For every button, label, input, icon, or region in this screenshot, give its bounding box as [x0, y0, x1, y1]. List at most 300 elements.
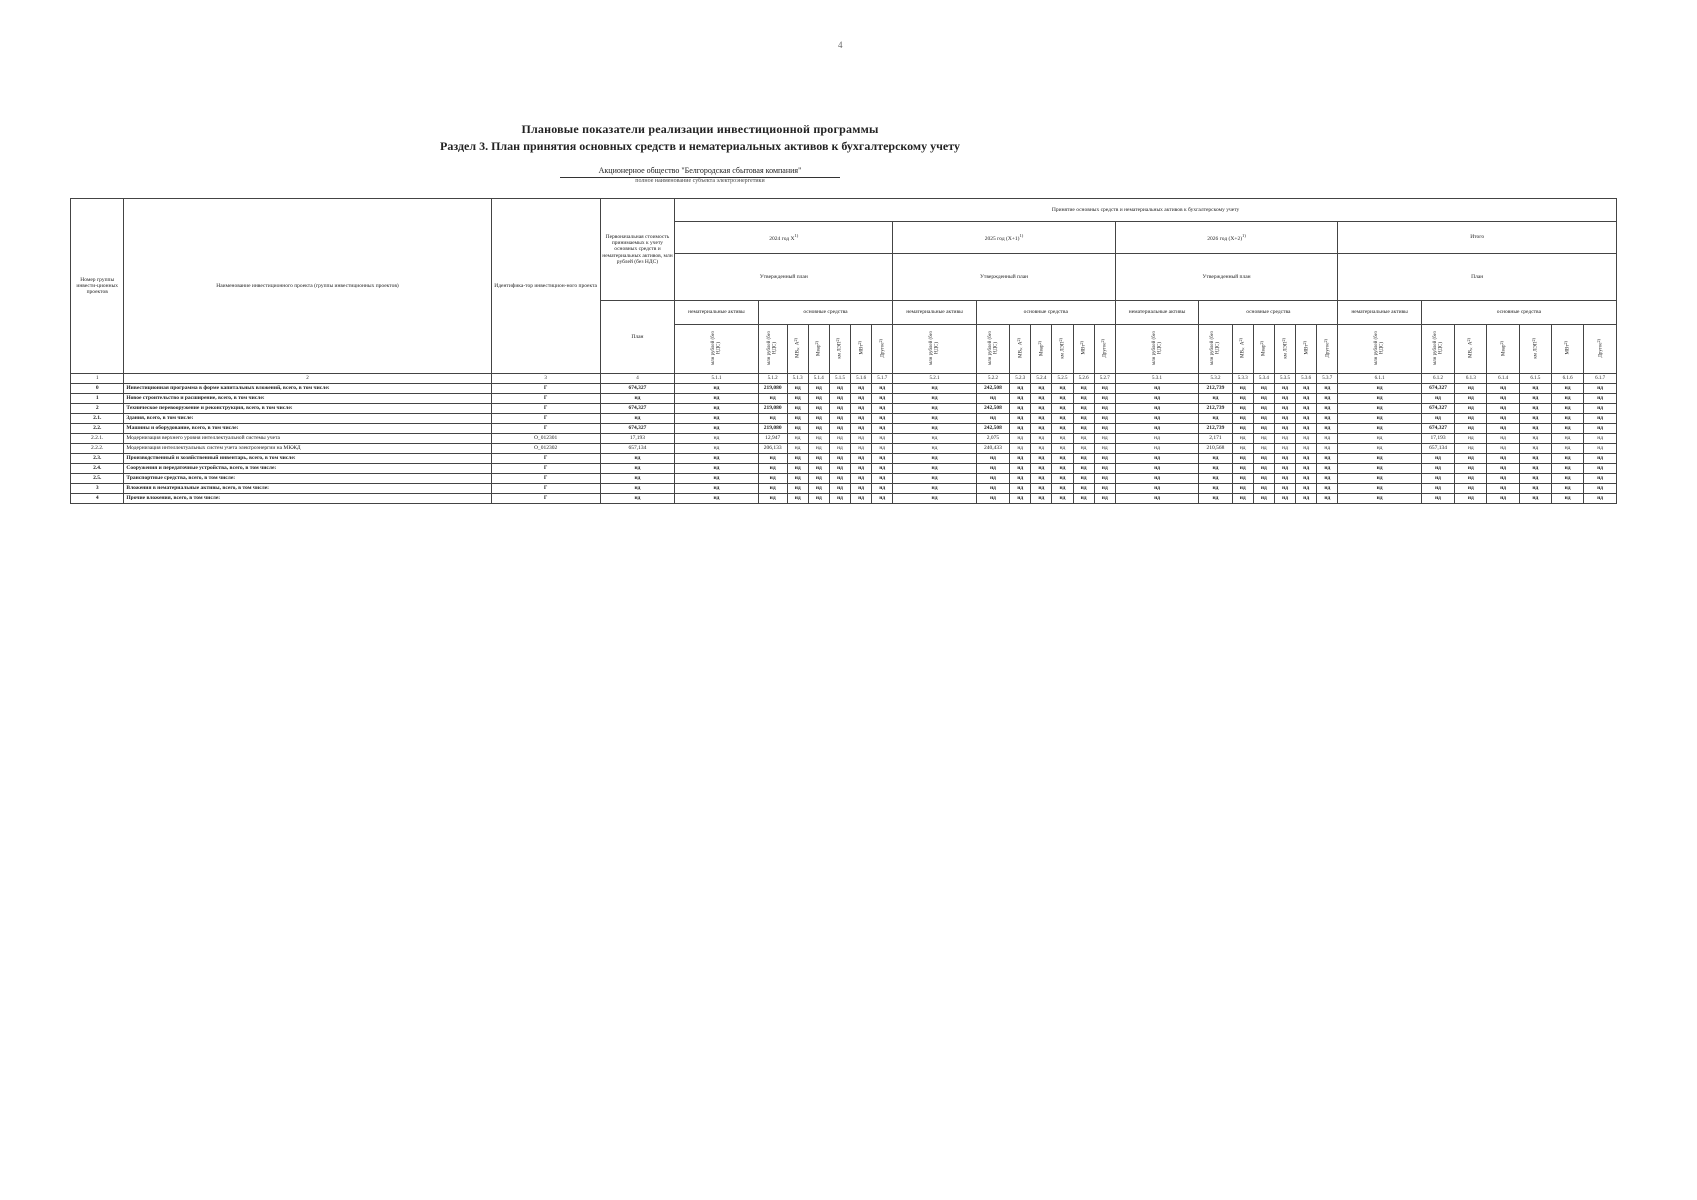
- cell-value: нд: [1455, 414, 1487, 424]
- organization-name: Акционерное общество "Белгородская сбытовая компания": [598, 166, 802, 175]
- cell-value: нд: [1253, 404, 1274, 414]
- cell-value: нд: [829, 424, 850, 434]
- header-col-mvar: [1253, 325, 1274, 374]
- header-col-mva-text: $МВ\times А^{2)}$: [1238, 338, 1246, 358]
- cell-value: нд: [787, 454, 808, 464]
- cell-value: 212,739: [1199, 424, 1232, 434]
- cell-value: нд: [1296, 424, 1317, 434]
- cell-value: нд: [1199, 464, 1232, 474]
- cell-value: нд: [872, 384, 893, 394]
- cell-value: нд: [1073, 394, 1094, 404]
- header-col-km-text: км ЛЭП$^{2)}$: [835, 337, 844, 359]
- cell-value: нд: [1296, 394, 1317, 404]
- cell-value: нд: [787, 434, 808, 444]
- cell-value: нд: [1253, 494, 1274, 504]
- cell-value: 219,080: [758, 404, 787, 414]
- footnote-mark: 2): [1079, 341, 1085, 345]
- cell-value: нд: [976, 484, 1009, 494]
- column-number: 5.3.5: [1274, 374, 1295, 384]
- column-number: 5.3.2: [1199, 374, 1232, 384]
- cell-value: нд: [976, 414, 1009, 424]
- organization-caption: полное наименование субъекта электроэнергетики: [635, 178, 765, 184]
- header-col-mvar: [808, 325, 829, 374]
- cell-value: нд: [851, 444, 872, 454]
- cell-value: нд: [1584, 484, 1617, 494]
- cell-value: нд: [675, 494, 758, 504]
- cell-group-no: 2.2.: [71, 424, 124, 434]
- column-number: 2: [124, 374, 491, 384]
- investment-plan-table: [70, 198, 1617, 504]
- cell-value: нд: [829, 484, 850, 494]
- header-col-mln: [1421, 325, 1454, 374]
- cell-value: нд: [1519, 494, 1551, 504]
- cell-value: 674,327: [1421, 404, 1454, 414]
- cell-value: нд: [675, 394, 758, 404]
- cell-value: нд: [1073, 494, 1094, 504]
- header-year-1: 2024 год $X^{1)}$: [675, 222, 893, 254]
- cell-value: нд: [758, 414, 787, 424]
- cell-group-no: 2.1.: [71, 414, 124, 424]
- header-col-km: [1052, 325, 1073, 374]
- table-row: [71, 464, 1617, 474]
- footnote-mark: 2): [1100, 338, 1106, 343]
- cell-value: нд: [1421, 484, 1454, 494]
- footnote-mark: 2): [1036, 340, 1042, 344]
- cell-value: нд: [851, 414, 872, 424]
- header-group-no: Номер группы инвести-ционных проектов: [71, 199, 124, 374]
- cell-value: нд: [1584, 494, 1617, 504]
- table-row: [71, 474, 1617, 484]
- cell-project-name: Новое строительство и расширение, всего, в том числе:: [124, 394, 491, 404]
- cell-value: нд: [1115, 434, 1198, 444]
- column-number: 5.1.5: [829, 374, 850, 384]
- cell-value: нд: [1253, 384, 1274, 394]
- column-number: 5.1.7: [872, 374, 893, 384]
- cell-value: нд: [1232, 464, 1253, 474]
- cell-value: нд: [1199, 474, 1232, 484]
- cell-value: 212,739: [1199, 384, 1232, 394]
- cell-project-name: Производственный и хозяйственный инвентарь, всего, в том числе:: [124, 454, 491, 464]
- cell-value: нд: [1551, 444, 1583, 454]
- cell-value: нд: [1253, 444, 1274, 454]
- cell-group-no: 2.5.: [71, 474, 124, 484]
- cell-value: нд: [808, 454, 829, 464]
- cell-value: нд: [893, 404, 976, 414]
- cell-value: нд: [1421, 464, 1454, 474]
- cell-value: нд: [1487, 474, 1519, 484]
- cell-value: нд: [1232, 444, 1253, 454]
- cell-identifier: O_012301: [491, 434, 600, 444]
- cell-value: нд: [1010, 424, 1031, 434]
- cell-value: нд: [1317, 434, 1338, 444]
- column-number: 5.2.1: [893, 374, 976, 384]
- header-identifier: Идентифика-тор инвестицион-ного проекта: [491, 199, 600, 374]
- cell-value: нд: [1094, 384, 1115, 394]
- cell-value: нд: [808, 414, 829, 424]
- cell-value: нд: [1274, 404, 1295, 414]
- header-col-mln: [758, 325, 787, 374]
- cell-value: нд: [808, 484, 829, 494]
- cell-value: нд: [1584, 414, 1617, 424]
- header-col-mvar: [1487, 325, 1519, 374]
- column-number: 5.3.4: [1253, 374, 1274, 384]
- header-total: Итого: [1338, 222, 1617, 254]
- cell-value: нд: [976, 394, 1009, 404]
- cell-value: нд: [1031, 484, 1052, 494]
- cell-value: нд: [1551, 474, 1583, 484]
- cell-value: нд: [1052, 484, 1073, 494]
- cell-plan: нд: [600, 474, 675, 484]
- cell-value: нд: [851, 404, 872, 414]
- cell-identifier: Г: [491, 414, 600, 424]
- cell-value: нд: [1455, 434, 1487, 444]
- table-row: [71, 444, 1617, 454]
- column-numbers-row: [71, 374, 1617, 384]
- cell-value: нд: [1455, 444, 1487, 454]
- cell-value: нд: [1338, 444, 1421, 454]
- cell-value: нд: [1253, 394, 1274, 404]
- header-col-km: [829, 325, 850, 374]
- cell-value: нд: [1519, 484, 1551, 494]
- cell-plan: нд: [600, 394, 675, 404]
- cell-value: нд: [1052, 404, 1073, 414]
- cell-value: нд: [872, 494, 893, 504]
- cell-value: нд: [808, 424, 829, 434]
- header-col-mvar-text: Мвар$^{2)}$: [1036, 340, 1045, 356]
- cell-value: нд: [1010, 454, 1031, 464]
- cell-value: нд: [675, 404, 758, 414]
- cell-plan: нд: [600, 484, 675, 494]
- cell-value: нд: [1115, 394, 1198, 404]
- cell-value: нд: [851, 494, 872, 504]
- cell-value: 242,508: [976, 384, 1009, 394]
- cell-value: нд: [1296, 454, 1317, 464]
- cell-value: нд: [1519, 474, 1551, 484]
- cell-value: нд: [1296, 474, 1317, 484]
- cell-value: нд: [1010, 404, 1031, 414]
- header-col-mln-text: млн рублей (без НДС): [1374, 331, 1385, 365]
- cell-value: нд: [1274, 494, 1295, 504]
- cell-value: нд: [893, 424, 976, 434]
- cell-value: нд: [675, 464, 758, 474]
- cell-value: нд: [1115, 444, 1198, 454]
- cell-project-name: Прочие вложения, всего, в том числе:: [124, 494, 491, 504]
- header-col-mln: [893, 325, 976, 374]
- cell-value: нд: [1274, 464, 1295, 474]
- cell-value: нд: [851, 394, 872, 404]
- cell-value: нд: [1455, 494, 1487, 504]
- header-col-mw: [1551, 325, 1583, 374]
- cell-value: нд: [808, 474, 829, 484]
- cell-value: нд: [675, 434, 758, 444]
- column-number: 5.1.2: [758, 374, 787, 384]
- header-col-mln-text: млн рублей (без НДС): [929, 331, 940, 365]
- cell-value: 210,568: [1199, 444, 1232, 454]
- cell-value: нд: [851, 424, 872, 434]
- cell-value: нд: [1455, 384, 1487, 394]
- cell-value: нд: [1073, 474, 1094, 484]
- cell-group-no: 1: [71, 394, 124, 404]
- cell-value: нд: [1274, 484, 1295, 494]
- cell-value: нд: [1232, 414, 1253, 424]
- cell-value: нд: [1010, 464, 1031, 474]
- cell-value: 2,075: [976, 434, 1009, 444]
- cell-value: 674,327: [1421, 424, 1454, 434]
- cell-value: нд: [1455, 484, 1487, 494]
- cell-value: нд: [829, 454, 850, 464]
- cell-group-no: 4: [71, 494, 124, 504]
- column-number: 3: [491, 374, 600, 384]
- cell-value: нд: [1115, 454, 1198, 464]
- header-col-mln: [1338, 325, 1421, 374]
- cell-value: нд: [1199, 414, 1232, 424]
- cell-value: нд: [808, 464, 829, 474]
- cell-value: нд: [1232, 474, 1253, 484]
- cell-value: нд: [1317, 384, 1338, 394]
- cell-value: нд: [1073, 414, 1094, 424]
- cell-value: нд: [1551, 404, 1583, 414]
- cell-value: нд: [1274, 394, 1295, 404]
- cell-value: нд: [872, 474, 893, 484]
- cell-value: нд: [1296, 404, 1317, 414]
- cell-value: нд: [1253, 474, 1274, 484]
- cell-value: нд: [787, 474, 808, 484]
- cell-value: нд: [1031, 414, 1052, 424]
- cell-value: нд: [1052, 464, 1073, 474]
- cell-value: нд: [1115, 494, 1198, 504]
- footnote-mark: 2): [1322, 338, 1328, 343]
- cell-value: нд: [1519, 404, 1551, 414]
- cell-identifier: Г: [491, 384, 600, 394]
- column-number: 6.1.7: [1584, 374, 1617, 384]
- column-number: 5.1.3: [787, 374, 808, 384]
- cell-value: нд: [1115, 384, 1198, 394]
- cell-value: нд: [1487, 464, 1519, 474]
- header-col-mln-text: млн рублей (без НДС): [1432, 331, 1443, 365]
- header-col-km-text: км ЛЭП$^{2)}$: [1530, 337, 1539, 359]
- cell-value: 17,193: [1421, 434, 1454, 444]
- cell-value: нд: [1052, 414, 1073, 424]
- table-row: [71, 414, 1617, 424]
- cell-value: нд: [1253, 484, 1274, 494]
- cell-value: нд: [1232, 404, 1253, 414]
- cell-project-name: Модернизация интеллектуальных систем учета электроэнергии на МКЖД: [124, 444, 491, 454]
- cell-value: нд: [1551, 424, 1583, 434]
- cell-value: нд: [1253, 464, 1274, 474]
- cell-value: нд: [1073, 454, 1094, 464]
- column-number: 5.2.2: [976, 374, 1009, 384]
- cell-value: нд: [1519, 444, 1551, 454]
- cell-value: нд: [1551, 484, 1583, 494]
- cell-value: нд: [1487, 454, 1519, 464]
- table-row: [71, 484, 1617, 494]
- cell-value: нд: [758, 484, 787, 494]
- cell-value: нд: [808, 434, 829, 444]
- column-number: 5.2.5: [1052, 374, 1073, 384]
- cell-value: нд: [1052, 494, 1073, 504]
- cell-value: нд: [1031, 464, 1052, 474]
- cell-value: нд: [1317, 494, 1338, 504]
- cell-value: нд: [1115, 404, 1198, 414]
- cell-value: нд: [1031, 384, 1052, 394]
- cell-value: нд: [872, 434, 893, 444]
- cell-value: нд: [1338, 384, 1421, 394]
- cell-value: нд: [1031, 424, 1052, 434]
- header-col-other: [1584, 325, 1617, 374]
- header-col-mw-text: МВт$^{2)}$: [1079, 341, 1087, 355]
- cell-value: нд: [1052, 394, 1073, 404]
- footnote-mark: 1): [794, 233, 799, 239]
- cell-value: нд: [1031, 494, 1052, 504]
- cell-value: нд: [808, 394, 829, 404]
- header-col-other-text: Другое$^{2)}$: [877, 338, 886, 358]
- cell-identifier: Г: [491, 424, 600, 434]
- cell-value: нд: [1584, 434, 1617, 444]
- cell-group-no: 2.2.1.: [71, 434, 124, 444]
- cell-value: нд: [872, 404, 893, 414]
- column-number: 5.2.6: [1073, 374, 1094, 384]
- cell-value: 2,171: [1199, 434, 1232, 444]
- cell-value: нд: [808, 384, 829, 394]
- column-number: 5.1.4: [808, 374, 829, 384]
- cell-project-name: Сооружения и передаточные устройства, всего, в том числе:: [124, 464, 491, 474]
- cell-value: нд: [1455, 394, 1487, 404]
- cell-identifier: Г: [491, 464, 600, 474]
- cell-value: нд: [1338, 464, 1421, 474]
- column-number: 5.3.3: [1232, 374, 1253, 384]
- header-col-mva: [1455, 325, 1487, 374]
- cell-value: нд: [675, 384, 758, 394]
- cell-project-name: Инвестиционная программа в форме капитальных вложений, всего, в том числе:: [124, 384, 491, 394]
- column-number: 5.1.1: [675, 374, 758, 384]
- cell-group-no: 2: [71, 404, 124, 414]
- cell-value: нд: [851, 384, 872, 394]
- footnote-mark: 2): [793, 338, 799, 342]
- column-number: 6.1.2: [1421, 374, 1454, 384]
- cell-value: нд: [1010, 394, 1031, 404]
- header-col-other: [872, 325, 893, 374]
- footnote-mark: 1): [1019, 233, 1024, 239]
- cell-value: нд: [1232, 394, 1253, 404]
- cell-value: нд: [1094, 414, 1115, 424]
- cell-value: нд: [1094, 434, 1115, 444]
- cell-value: нд: [1519, 384, 1551, 394]
- cell-value: нд: [1317, 414, 1338, 424]
- cell-value: нд: [1519, 394, 1551, 404]
- cell-value: нд: [787, 394, 808, 404]
- cell-value: нд: [1010, 494, 1031, 504]
- cell-value: нд: [1073, 384, 1094, 394]
- cell-value: 674,327: [1421, 384, 1454, 394]
- cell-value: нд: [1115, 424, 1198, 434]
- header-col-other-text: Другое$^{2)}$: [1595, 338, 1604, 358]
- header-col-mln-text: млн рублей (без НДС): [1210, 331, 1221, 365]
- document-title: Плановые показатели реализации инвестиционной программы: [521, 122, 879, 136]
- cell-value: нд: [1199, 394, 1232, 404]
- header-project-name: Наименование инвестиционного проекта (группы инвестиционных проектов): [124, 199, 491, 374]
- cell-value: нд: [1115, 484, 1198, 494]
- cell-value: нд: [1094, 474, 1115, 484]
- header-approved-plan-1: Утвержденный план: [675, 254, 893, 301]
- column-number: 6.1.1: [1338, 374, 1421, 384]
- cell-value: нд: [1094, 494, 1115, 504]
- cell-value: нд: [1317, 424, 1338, 434]
- header-fixed-assets: основные средства: [758, 301, 893, 325]
- header-col-mln-text: млн рублей (без НДС): [767, 331, 778, 365]
- cell-group-no: 2.2.2.: [71, 444, 124, 454]
- column-number: 5.3.6: [1296, 374, 1317, 384]
- cell-value: нд: [1094, 454, 1115, 464]
- cell-value: нд: [1551, 454, 1583, 464]
- cell-plan: 674,327: [600, 424, 675, 434]
- header-col-mln: [976, 325, 1009, 374]
- column-number: 6.1.5: [1519, 374, 1551, 384]
- cell-value: нд: [872, 424, 893, 434]
- cell-value: нд: [851, 434, 872, 444]
- cell-value: нд: [1199, 484, 1232, 494]
- footnote-mark: 2): [1280, 337, 1286, 342]
- cell-value: нд: [808, 494, 829, 504]
- cell-value: нд: [1338, 474, 1421, 484]
- header-intangible: нематериальные активы: [1115, 301, 1198, 325]
- cell-value: нд: [1115, 464, 1198, 474]
- column-number: 6.1.4: [1487, 374, 1519, 384]
- cell-value: нд: [1296, 414, 1317, 424]
- table-row: [71, 424, 1617, 434]
- cell-value: нд: [1052, 454, 1073, 464]
- header-year-2: 2025 год $(X+1)^{1)}$: [893, 222, 1116, 254]
- cell-value: нд: [1115, 414, 1198, 424]
- cell-identifier: Г: [491, 404, 600, 414]
- cell-value: нд: [1519, 464, 1551, 474]
- column-number: 5.2.4: [1031, 374, 1052, 384]
- cell-value: нд: [1031, 454, 1052, 464]
- cell-value: 12,947: [758, 434, 787, 444]
- cell-value: нд: [851, 464, 872, 474]
- header-intangible: нематериальные активы: [675, 301, 758, 325]
- cell-value: нд: [976, 454, 1009, 464]
- cell-value: нд: [1115, 474, 1198, 484]
- header-col-mln-text: млн рублей (без НДС): [987, 331, 998, 365]
- header-approved-plan-2: Утвержденный план: [893, 254, 1116, 301]
- table-row: [71, 494, 1617, 504]
- cell-value: нд: [1487, 494, 1519, 504]
- header-initial-cost: Первоначальная стоимость принимаемых к учету основных средств и нематериальных активов, млн рублей (без НДС): [600, 199, 675, 301]
- column-number: 4: [600, 374, 675, 384]
- cell-value: нд: [1338, 394, 1421, 404]
- cell-group-no: 2.3.: [71, 454, 124, 464]
- cell-identifier: Г: [491, 494, 600, 504]
- footnote-mark: 2): [1498, 340, 1504, 344]
- cell-value: нд: [893, 494, 976, 504]
- cell-value: нд: [829, 414, 850, 424]
- cell-value: нд: [1421, 394, 1454, 404]
- column-number: 5.3.1: [1115, 374, 1198, 384]
- cell-value: нд: [1317, 404, 1338, 414]
- cell-value: нд: [1519, 414, 1551, 424]
- cell-value: нд: [1031, 444, 1052, 454]
- cell-value: нд: [893, 474, 976, 484]
- cell-value: нд: [1094, 464, 1115, 474]
- cell-value: нд: [1010, 444, 1031, 454]
- cell-value: нд: [787, 444, 808, 454]
- cell-value: нд: [675, 414, 758, 424]
- cell-value: нд: [1296, 484, 1317, 494]
- cell-value: нд: [1584, 424, 1617, 434]
- header-col-mw: [851, 325, 872, 374]
- cell-value: нд: [1253, 424, 1274, 434]
- cell-value: нд: [1584, 384, 1617, 394]
